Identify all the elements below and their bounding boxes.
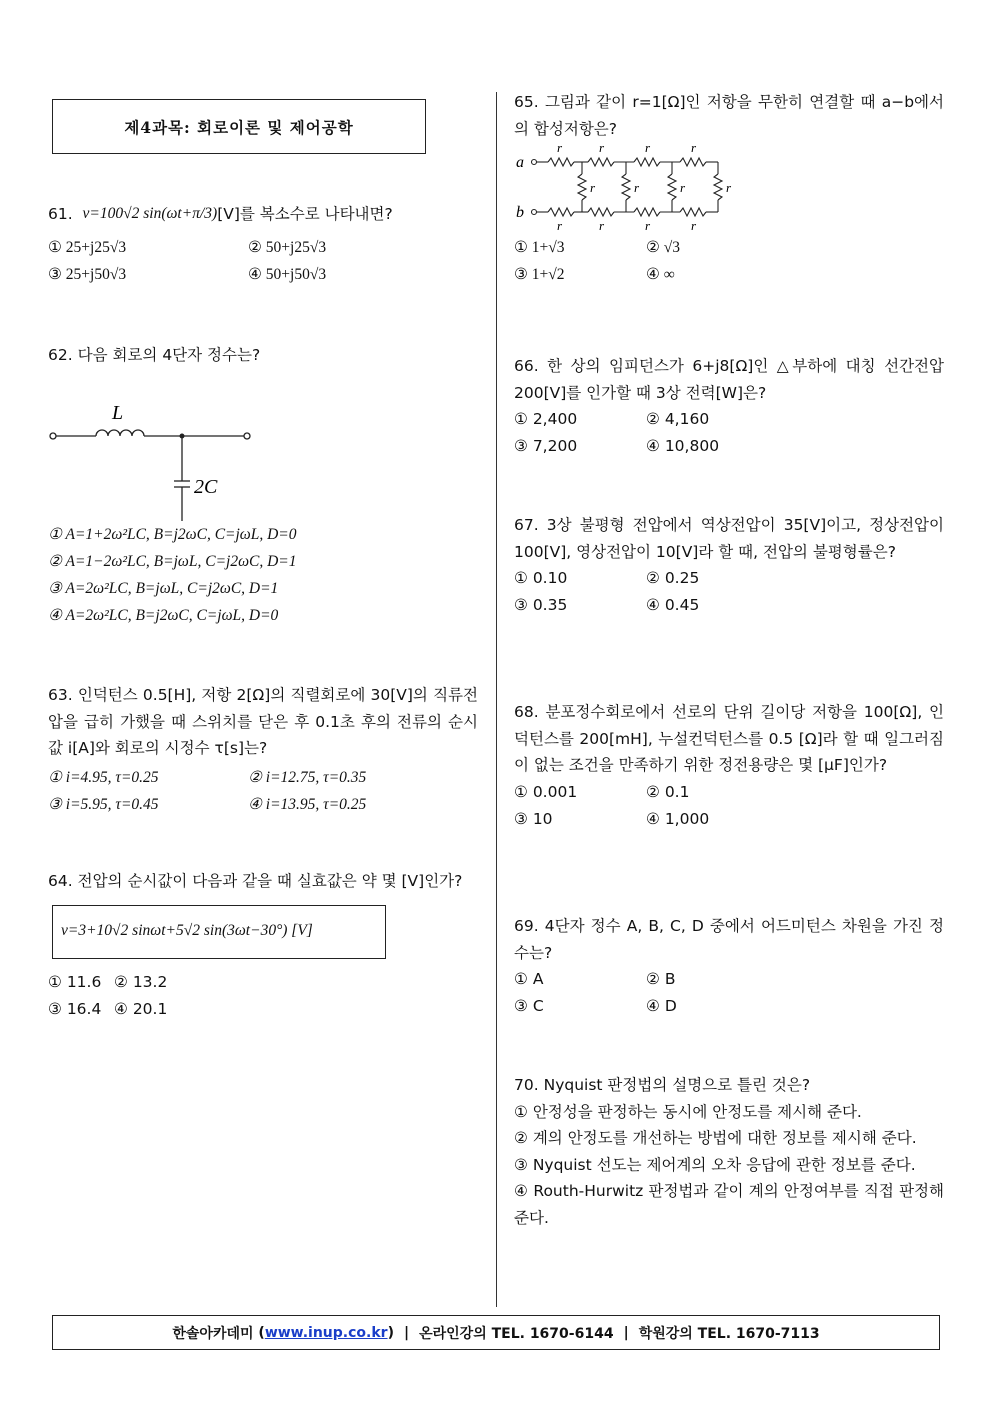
option-4[interactable]: ④ 20.1 bbox=[114, 999, 168, 1018]
question-text: 분포정수회로에서 선로의 단위 길이당 저항을 100[Ω], 인덕턴스를 200[mH], 누설컨덕턴스를 0.5 [Ω]라 할 때 일그러짐이 없는 조건을 만족하기 위한 정전용량은 몇 [μF]인가? bbox=[514, 703, 944, 774]
website-link[interactable]: www.inup.co.kr bbox=[264, 1324, 388, 1341]
formula: v=100√2 sin(ωt+π/3) bbox=[82, 205, 218, 222]
question-69 bbox=[514, 913, 944, 1020]
option-3[interactable]: ③ 1+√2 bbox=[514, 266, 565, 283]
option-4[interactable]: ④ 0.45 bbox=[646, 596, 700, 614]
offline-lecture-phone: 학원강의 TEL. 1670-7113 bbox=[638, 1325, 820, 1342]
question-number: 70. bbox=[514, 1076, 539, 1094]
option-3[interactable]: ③ 0.35 bbox=[514, 596, 568, 614]
question-text: 한 상의 임피던스가 6+j8[Ω]인 △부하에 대칭 선간전압 200[V]를 인가할 때 3상 전력[W]은? bbox=[514, 357, 944, 402]
question-67 bbox=[514, 512, 944, 619]
option-4[interactable]: ④ D bbox=[646, 997, 677, 1015]
footer: 한솔아카데미 ( www.inup.co.kr ) | 온라인강의 TEL. 1670-6144 | 학원강의 TEL. 1670-7113 bbox=[52, 1315, 940, 1350]
resistor-label: r bbox=[557, 218, 563, 232]
option-2[interactable]: ② 13.2 bbox=[114, 972, 168, 991]
option-1[interactable]: ① 2,400 bbox=[514, 410, 578, 428]
option-4[interactable]: ④ 1,000 bbox=[646, 809, 710, 828]
option-3[interactable]: ③ i=5.95, τ=0.45 bbox=[48, 795, 159, 813]
separator: | bbox=[623, 1324, 629, 1341]
option-3[interactable]: ③ 10 bbox=[514, 809, 553, 828]
question-66 bbox=[514, 353, 944, 460]
resistor-label: r bbox=[680, 180, 686, 195]
option-1[interactable]: ① A bbox=[514, 970, 544, 988]
separator: | bbox=[403, 1324, 410, 1341]
option-4[interactable]: ④ Routh-Hurwitz 판정법과 같이 계의 안정여부를 직접 판정해 준다. bbox=[514, 1182, 944, 1227]
option-3[interactable]: ③ Nyquist 선도는 제어계의 오차 응답에 관한 정보를 준다. bbox=[514, 1155, 916, 1174]
formula-box bbox=[52, 905, 386, 959]
terminal-a-label: a bbox=[516, 154, 524, 171]
option-1[interactable]: ① 11.6 bbox=[48, 972, 102, 991]
option-1[interactable]: ① 1+√3 bbox=[514, 239, 565, 256]
question-number: 69. bbox=[514, 917, 539, 935]
option-1[interactable]: ① i=4.95, τ=0.25 bbox=[48, 768, 159, 786]
question-65 bbox=[514, 89, 944, 288]
resistor-label: r bbox=[691, 218, 697, 232]
inductor-label: L bbox=[112, 401, 124, 424]
question-text: 인덕턴스 0.5[H], 저항 2[Ω]의 직렬회로에 30[V]의 직류전압을 급히 가했을 때 스위치를 닫은 후 0.1초 후의 전류의 순시값 i[A]와 회로의 시정수 τ[s]는? bbox=[48, 686, 478, 757]
question-70 bbox=[514, 1072, 944, 1231]
resistor-label: r bbox=[634, 180, 640, 195]
question-text: 4단자 정수 A, B, C, D 중에서 어드미턴스 차원을 가진 정수는? bbox=[514, 917, 944, 962]
question-number: 61. bbox=[48, 205, 73, 223]
option-2[interactable]: ② 4,160 bbox=[646, 410, 710, 428]
option-1[interactable]: ① 안정성을 판정하는 동시에 안정도를 제시해 준다. bbox=[514, 1102, 862, 1121]
option-1[interactable]: ① 0.10 bbox=[514, 569, 568, 587]
option-3[interactable]: ③ 25+j50√3 bbox=[48, 266, 127, 283]
resistor-ladder-diagram bbox=[514, 142, 744, 232]
option-3[interactable]: ③ C bbox=[514, 997, 544, 1015]
option-4[interactable]: ④ ∞ bbox=[646, 266, 675, 283]
resistor-label: r bbox=[645, 142, 651, 155]
question-62-options bbox=[48, 521, 478, 629]
resistor-label: r bbox=[599, 218, 605, 232]
section-title: 제4과목: 회로이론 및 제어공학 bbox=[52, 99, 426, 154]
question-text: 다음 회로의 4단자 정수는? bbox=[77, 346, 261, 364]
resistor-label: r bbox=[645, 218, 651, 232]
option-2[interactable]: ② A=1−2ω²LC, B=jωL, C=j2ωC, D=1 bbox=[48, 553, 297, 570]
question-text: 그림과 같이 r=1[Ω]인 저항을 무한히 연결할 때 a−b에서의 합성저항은? bbox=[514, 93, 944, 138]
terminal-b-label: b bbox=[516, 204, 524, 221]
resistor-label: r bbox=[590, 180, 596, 195]
resistor-label: r bbox=[726, 180, 732, 195]
capacitor-label: 2C bbox=[194, 475, 218, 498]
resistor-label: r bbox=[691, 142, 697, 155]
option-2[interactable]: ② √3 bbox=[646, 239, 681, 256]
question-61 bbox=[48, 198, 478, 288]
option-2[interactable]: ② 0.1 bbox=[646, 782, 690, 801]
lc-circuit-diagram bbox=[48, 371, 278, 521]
option-4[interactable]: ④ 50+j50√3 bbox=[248, 266, 327, 283]
question-text: Nyquist 판정법의 설명으로 틀린 것은? bbox=[543, 1076, 811, 1094]
question-62 bbox=[48, 342, 478, 521]
question-text: 전압의 순시값이 다음과 같을 때 실효값은 약 몇 [V]인가? bbox=[77, 872, 463, 890]
option-2[interactable]: ② 50+j25√3 bbox=[248, 239, 327, 256]
column-divider bbox=[496, 92, 497, 1307]
question-number: 66. bbox=[514, 357, 539, 375]
academy-name: 한솔아카데미 bbox=[172, 1325, 254, 1342]
option-4[interactable]: ④ A=2ω²LC, B=j2ωC, C=jωL, D=0 bbox=[48, 607, 279, 624]
question-68 bbox=[514, 699, 944, 833]
question-64 bbox=[48, 868, 478, 1023]
option-2[interactable]: ② 계의 안정도를 개선하는 방법에 대한 정보를 제시해 준다. bbox=[514, 1129, 917, 1147]
option-2[interactable]: ② B bbox=[646, 970, 676, 988]
option-3[interactable]: ③ 7,200 bbox=[514, 437, 578, 455]
option-1[interactable]: ① 25+j25√3 bbox=[48, 239, 127, 256]
option-2[interactable]: ② i=12.75, τ=0.35 bbox=[248, 768, 367, 786]
question-text: 3상 불평형 전압에서 역상전압이 35[V]이고, 정상전압이 100[V], 영상전압이 10[V]라 할 때, 전압의 불평형률은? bbox=[514, 516, 944, 561]
option-1[interactable]: ① A=1+2ω²LC, B=j2ωC, C=jωL, D=0 bbox=[48, 526, 297, 543]
option-1[interactable]: ① 0.001 bbox=[514, 782, 578, 801]
question-number: 63. bbox=[48, 686, 73, 704]
option-3[interactable]: ③ A=2ω²LC, B=jωL, C=j2ωC, D=1 bbox=[48, 580, 279, 597]
question-number: 65. bbox=[514, 93, 539, 111]
question-number: 68. bbox=[514, 703, 539, 721]
question-63 bbox=[48, 682, 478, 818]
question-number: 62. bbox=[48, 346, 73, 364]
question-number: 64. bbox=[48, 872, 73, 890]
question-text: [V]를 복소수로 나타내면? bbox=[217, 205, 393, 223]
option-2[interactable]: ② 0.25 bbox=[646, 569, 700, 587]
resistor-label: r bbox=[599, 142, 605, 155]
option-4[interactable]: ④ 10,800 bbox=[646, 437, 720, 455]
option-3[interactable]: ③ 16.4 bbox=[48, 999, 102, 1018]
online-lecture-phone: 온라인강의 TEL. 1670-6144 bbox=[419, 1325, 614, 1342]
formula: v=3+10√2 sinωt+5√2 sin(3ωt−30°) [V] bbox=[61, 922, 313, 940]
option-4[interactable]: ④ i=13.95, τ=0.25 bbox=[248, 795, 367, 813]
question-number: 67. bbox=[514, 516, 539, 534]
resistor-label: r bbox=[557, 142, 563, 155]
